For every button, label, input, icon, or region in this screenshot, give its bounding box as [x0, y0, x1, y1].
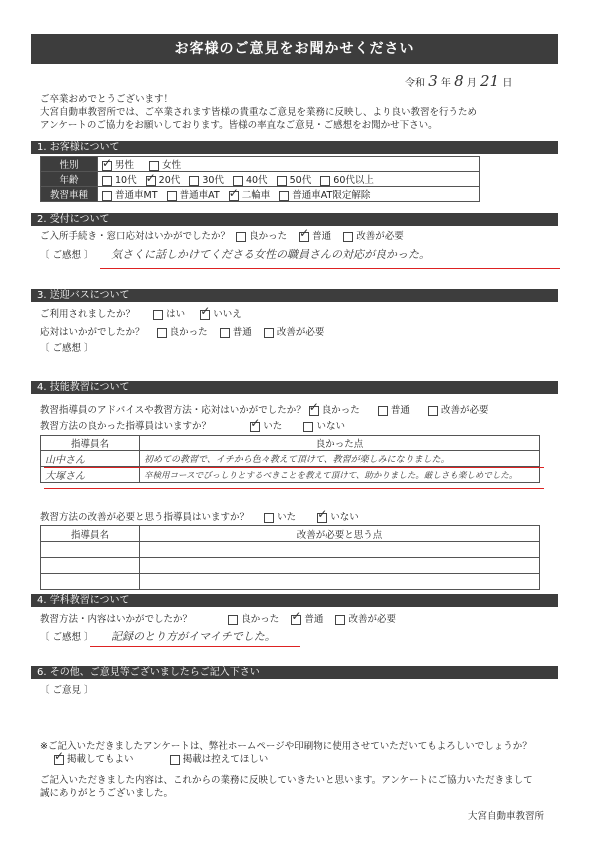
month-unit: 月	[466, 78, 477, 89]
month-value[interactable]: 8	[454, 72, 464, 90]
question-text: 応対はいかがでしたか？	[40, 327, 145, 338]
question-text: 教習方法・内容はいかがでしたか？	[40, 614, 193, 625]
reception-comment-row	[40, 248, 560, 261]
bus-usage-row	[40, 308, 560, 321]
section-1-heading: 1. お客様について	[31, 141, 558, 154]
checkbox[interactable]	[146, 176, 156, 186]
option-label: 改善が必要	[356, 231, 404, 242]
vehicle-options	[98, 187, 480, 202]
option-label: 20代	[158, 175, 181, 186]
option-label: いた	[263, 421, 283, 432]
checkbox[interactable]	[102, 176, 112, 186]
table-row	[41, 542, 540, 558]
red-underline	[100, 268, 560, 269]
gender-label: 性別	[41, 157, 98, 172]
checkbox[interactable]	[149, 161, 159, 171]
age-label: 年齢	[41, 172, 98, 187]
checkbox[interactable]	[343, 232, 353, 242]
option-label: 掲載してもよい	[67, 754, 134, 765]
question-text: 教習指導員のアドバイスや教習方法・応対はいかがでしたか？	[40, 405, 306, 416]
table-header: 指導員名	[41, 526, 140, 542]
checkbox[interactable]	[309, 406, 319, 416]
handwritten-comment[interactable]: 記録のとり方がイマイチでした。	[111, 630, 276, 643]
checkbox[interactable]	[102, 161, 112, 171]
option-label: いいえ	[213, 309, 242, 320]
option-label: いない	[330, 512, 359, 523]
option-label: 10代	[115, 175, 137, 186]
checkbox[interactable]	[102, 191, 112, 201]
instructor-name[interactable]: 山中さん	[41, 451, 140, 467]
checkbox[interactable]	[200, 310, 210, 320]
question-text: 教習方法の改善が必要と思う指導員はいますか？	[40, 512, 250, 523]
other-comment-label: 〔 ご意見 〕	[40, 685, 94, 696]
option-label: 改善が必要	[276, 327, 325, 338]
option-label: 良かった	[241, 614, 280, 625]
checkbox[interactable]	[250, 422, 260, 432]
checkbox[interactable]	[277, 176, 287, 186]
option-label: いない	[316, 421, 345, 432]
table-header: 改善が必要と思う点	[140, 526, 540, 542]
bus-comment-label: 〔 ご感想 〕	[40, 343, 94, 354]
checkbox[interactable]	[233, 176, 243, 186]
empty-cell[interactable]	[140, 542, 540, 558]
option-label: 普通	[304, 614, 324, 625]
table-header: 良かった点	[140, 436, 540, 451]
improve-instructor-row	[40, 511, 560, 524]
checkbox[interactable]	[428, 406, 438, 416]
option-label: 二輪車	[241, 190, 271, 201]
day-value[interactable]: 21	[480, 72, 500, 90]
vehicle-label: 教習車種	[41, 187, 98, 202]
intro-line: アンケートのご協力をお願いしております。皆様の率直なご意見・ご感想をお聞かせ下さい。	[40, 120, 438, 131]
section-3-heading: 3. 送迎バスについて	[31, 289, 558, 302]
improve-instructor-table	[40, 525, 540, 590]
intro-line: 大宮自動車教習所では、ご卒業されます皆様の貴重なご意見を業務に反映し、より良い教習を行うため	[40, 107, 478, 118]
era: 令和	[405, 78, 425, 89]
gender-options	[98, 157, 480, 172]
red-underline	[44, 488, 544, 489]
red-underline	[90, 646, 300, 647]
good-instructor-table	[40, 435, 540, 483]
option-label: 40代	[245, 175, 268, 186]
table-row	[41, 558, 540, 574]
red-underline	[44, 467, 544, 468]
form-title: お客様のご意見をお聞かせください	[31, 34, 558, 64]
date-line	[405, 72, 565, 90]
checkbox[interactable]	[157, 328, 167, 338]
bus-service-row	[40, 326, 560, 339]
question-text: 教習方法の良かった指導員はいますか？	[40, 421, 212, 432]
option-label: 普通	[390, 405, 410, 416]
option-label: 60代以上	[333, 175, 374, 186]
checkbox[interactable]	[291, 615, 301, 625]
option-label: 改善が必要	[441, 405, 489, 416]
classroom-comment-row	[40, 630, 560, 643]
empty-cell[interactable]	[140, 574, 540, 590]
checkbox[interactable]	[189, 176, 199, 186]
thanks-line: ご記入いただきました内容は、これからの業務に反映していきたいと思います。アンケートにご協力いただきまして	[40, 775, 533, 786]
intro-text	[40, 93, 560, 132]
age-options	[98, 172, 480, 187]
empty-cell[interactable]	[41, 574, 140, 590]
checkbox[interactable]	[264, 513, 274, 523]
checkbox[interactable]	[317, 513, 327, 523]
checkbox[interactable]	[228, 615, 238, 625]
empty-cell[interactable]	[41, 542, 140, 558]
option-label: はい	[166, 309, 186, 320]
footer	[40, 740, 560, 823]
option-label: 良かった	[169, 327, 208, 338]
checkbox[interactable]	[378, 406, 388, 416]
option-label: 50代	[289, 175, 312, 186]
reception-question-row	[40, 230, 560, 243]
checkbox[interactable]	[303, 422, 313, 432]
option-label: 掲載は控えてほしい	[182, 754, 269, 765]
comment-label: 〔 ご感想 〕	[40, 250, 94, 261]
option-label: 男性	[115, 160, 135, 171]
table-header: 指導員名	[41, 436, 140, 451]
organization-name: 大宮自動車教習所	[467, 811, 544, 822]
instructor-name[interactable]: 大塚さん	[41, 467, 140, 483]
year-value[interactable]: 3	[428, 72, 438, 90]
option-label: 改善が必要	[348, 614, 396, 625]
checkbox[interactable]	[279, 191, 289, 201]
option-label: 良かった	[321, 405, 360, 416]
checkbox[interactable]	[54, 755, 64, 765]
handwritten-comment[interactable]: 気さくに話しかけてくださる女性の職員さんの対応が良かった。	[111, 248, 431, 261]
question-text: ご利用されましたか？	[40, 309, 136, 320]
day-unit: 日	[502, 78, 513, 89]
checkbox[interactable]	[220, 328, 230, 338]
instructor-eval-row	[40, 404, 560, 417]
empty-cell[interactable]	[140, 558, 540, 574]
good-point[interactable]: 卒検用コースでびっしりとするべきことを教えて頂けて、助かりました。厳しさも楽しめでした。	[140, 467, 540, 483]
thanks-line: 誠にありがとうございました。	[40, 788, 174, 799]
intro-line: ご卒業おめでとうございます！	[40, 94, 174, 105]
publish-opt1-row	[40, 753, 560, 766]
option-label: 30代	[202, 175, 224, 186]
option-label: 良かった	[249, 231, 288, 242]
section-6-heading: 6. その他、ご意見等ございましたらご記入下さい	[31, 666, 558, 679]
option-label: 普通車MT	[115, 190, 158, 201]
checkbox[interactable]	[170, 755, 180, 765]
table-row	[41, 451, 540, 467]
option-label: いた	[277, 512, 297, 523]
publish-question: ※ご記入いただきましたアンケートは、弊社ホームページや印刷物に使用させていただいてもよろしいでしょうか？	[40, 741, 532, 752]
classroom-question-row	[40, 613, 560, 626]
checkbox[interactable]	[320, 176, 330, 186]
checkbox[interactable]	[153, 310, 163, 320]
checkbox[interactable]	[335, 615, 345, 625]
checkbox[interactable]	[299, 232, 309, 242]
checkbox[interactable]	[264, 328, 274, 338]
comment-label: 〔 ご感想 〕	[40, 632, 94, 643]
option-label: 普通車AT限定解除	[292, 190, 371, 201]
option-label: 普通	[232, 327, 252, 338]
checkbox[interactable]	[167, 191, 177, 201]
table-row	[41, 574, 540, 590]
good-instructor-row	[40, 420, 560, 433]
section-2-heading: 2. 受付について	[31, 213, 558, 226]
section-4-heading: 4. 技能教習について	[31, 381, 558, 394]
section-5-heading: 4. 学科教習について	[31, 594, 558, 607]
checkbox[interactable]	[236, 232, 246, 242]
checkbox[interactable]	[229, 191, 239, 201]
customer-info-table	[40, 156, 480, 202]
option-label: 普通車AT	[179, 190, 220, 201]
option-label: 女性	[162, 160, 182, 171]
good-point[interactable]: 初めての教習で、イチから色々教えて頂けて、教習が楽しみになりました。	[140, 451, 540, 467]
empty-cell[interactable]	[41, 558, 140, 574]
question-text: ご入所手続き・窓口応対はいかがでしたか？	[40, 231, 231, 242]
year-unit: 年	[440, 78, 451, 89]
option-label: 普通	[312, 231, 332, 242]
table-row	[41, 467, 540, 483]
